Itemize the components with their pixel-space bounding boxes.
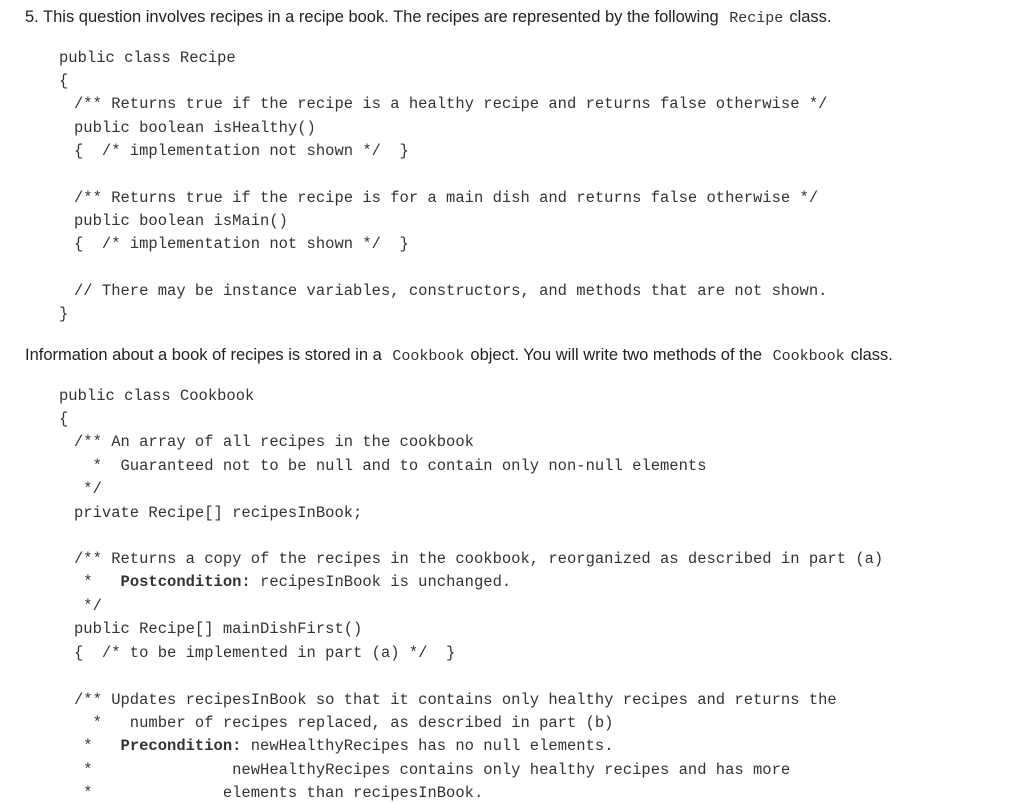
array-comment-line: */	[74, 480, 102, 498]
intro-text-end: class.	[789, 8, 832, 26]
is-healthy-signature: public boolean isHealthy()	[74, 119, 316, 137]
precondition-label: Precondition:	[120, 737, 242, 755]
inline-code-cookbook-2: Cookbook	[772, 348, 845, 365]
inline-code-cookbook: Cookbook	[392, 348, 465, 365]
recipes-array-declaration: private Recipe[] recipesInBook;	[74, 504, 363, 522]
cookbook-intro-mid: object. You will write two methods of the	[470, 346, 763, 364]
is-healthy-comment: /** Returns true if the recipe is a healthy recipe and returns false otherwise */	[74, 95, 828, 113]
intro-text: 5. This question involves recipes in a recipe book. The recipes are represented by the following	[25, 8, 719, 26]
postcondition-label: Postcondition:	[120, 573, 251, 591]
update-comment-line: * elements than recipesInBook.	[74, 784, 484, 802]
main-dish-first-comment-end: */	[74, 597, 102, 615]
main-dish-first-postcondition: * Postcondition: recipesInBook is unchanged.	[74, 573, 512, 591]
cookbook-intro-end: class.	[850, 346, 893, 364]
main-dish-first-body: { /* to be implemented in part (a) */ }	[74, 644, 456, 662]
is-healthy-body: { /* implementation not shown */ }	[74, 142, 409, 160]
main-dish-first-signature: public Recipe[] mainDishFirst()	[74, 620, 363, 638]
not-shown-note: // There may be instance variables, constructors, and methods that are not shown.	[74, 282, 828, 300]
main-dish-first-comment: /** Returns a copy of the recipes in the cookbook, reorganized as described in part (a)	[74, 550, 884, 568]
is-main-body: { /* implementation not shown */ }	[74, 235, 409, 253]
cookbook-intro-text: Information about a book of recipes is stored in a	[25, 346, 382, 364]
recipe-class-header: public class Recipe	[59, 49, 236, 67]
update-comment-line: * number of recipes replaced, as described in part (b)	[74, 714, 614, 732]
inline-code-recipe: Recipe	[729, 10, 784, 27]
question-intro	[25, 7, 832, 29]
cookbook-intro	[25, 345, 893, 367]
is-main-comment: /** Returns true if the recipe is for a main dish and returns false otherwise */	[74, 189, 819, 207]
array-comment-line: * Guaranteed not to be null and to contain only non-null elements	[74, 457, 707, 475]
is-main-signature: public boolean isMain()	[74, 212, 288, 230]
array-comment-line: /** An array of all recipes in the cookbook	[74, 433, 474, 451]
cookbook-class-header: public class Cookbook	[59, 387, 255, 405]
update-comment-line: /** Updates recipesInBook so that it contains only healthy recipes and returns the	[74, 691, 837, 709]
update-precondition: * Precondition: newHealthyRecipes has no null elements.	[74, 737, 614, 755]
update-comment-line: * newHealthyRecipes contains only healthy recipes and has more	[74, 761, 791, 779]
open-brace: {	[59, 72, 69, 90]
open-brace: {	[59, 410, 69, 428]
close-brace: }	[59, 305, 69, 323]
